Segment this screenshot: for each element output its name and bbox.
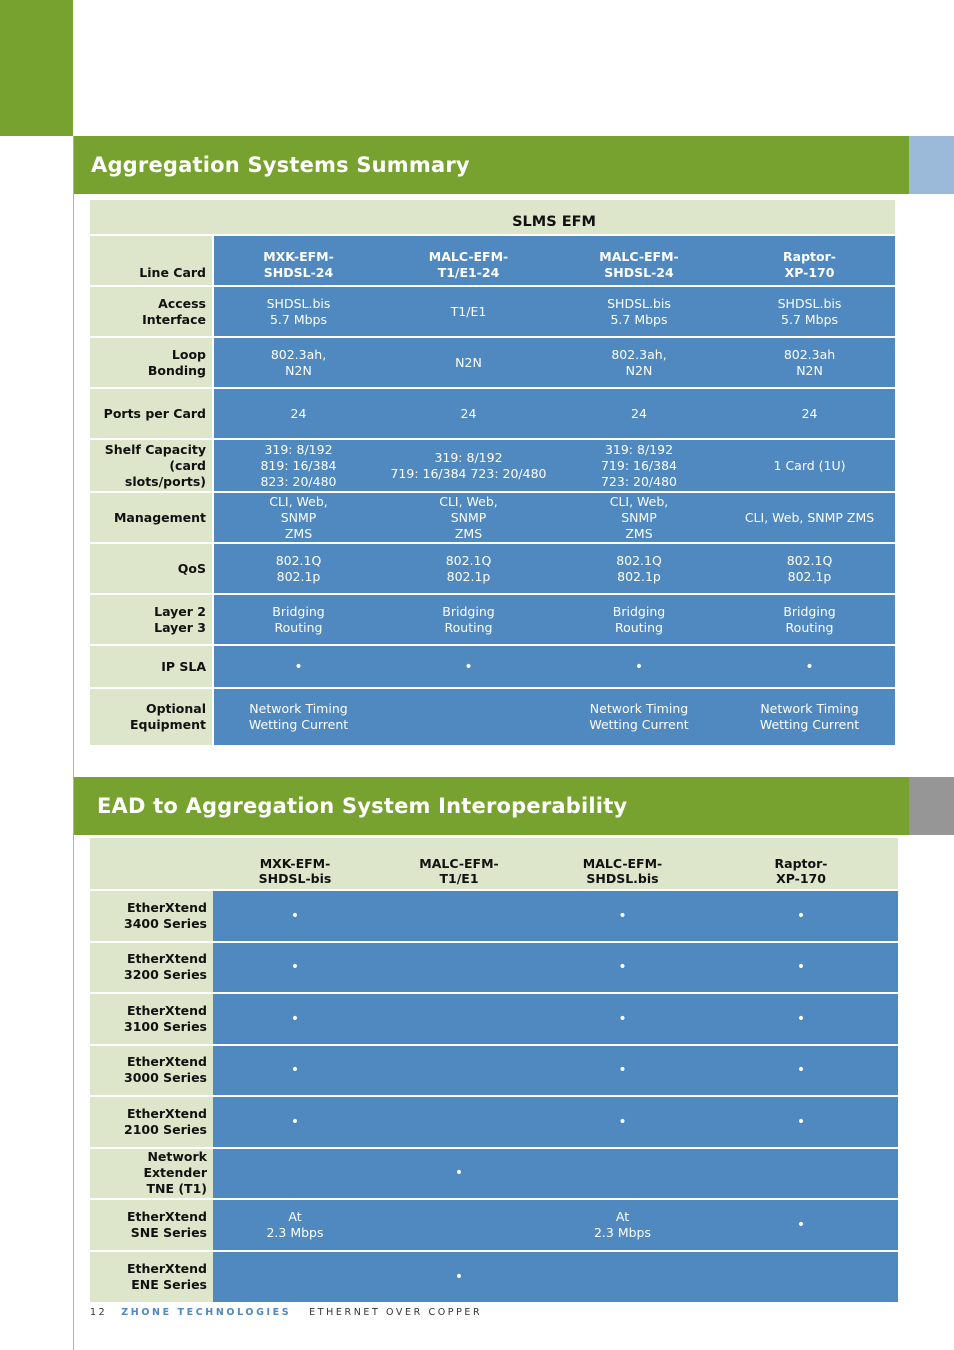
cell-line: SNMP [280,509,317,525]
cell-line: Loop [171,346,206,362]
row-label [90,1199,213,1251]
cell-line: 3200 Series [124,967,207,983]
row-label [90,1251,213,1303]
row-label [90,993,213,1045]
summary-row [90,645,895,688]
column-header [554,235,724,286]
bullet-icon: • [290,1010,300,1027]
table-cell [213,286,383,337]
row-label [90,1096,213,1148]
table-cell [213,1148,377,1200]
table-cell [213,1251,377,1303]
bullet-icon: • [796,907,806,924]
interop-row [90,1096,898,1148]
bullet-icon: • [290,907,300,924]
cell-line: T1/E1 [439,871,479,886]
bullet-icon: • [290,1062,300,1079]
summary-section-row [90,200,895,235]
cell-line: Optional [145,701,206,716]
row-label [90,890,213,942]
cell-line: 802.1p [617,568,661,584]
page-number: 12 [90,1307,108,1318]
cell-line: Wetting Current [248,717,349,732]
cell-line: Network Timing [249,701,348,716]
row-label [90,388,213,439]
cell-line: 319: 8/192 [604,441,674,457]
cell-line: SNMP [450,509,487,525]
cell-line: CLI, Web, SNMP ZMS [744,509,875,525]
summary-table [90,200,895,745]
cell-line: Line Card [139,265,206,280]
row-label [90,688,213,745]
row-label [90,492,213,543]
cell-line: Routing [274,619,323,635]
cell-line: Ports per Card [103,405,206,421]
table-cell [724,286,895,337]
cell-line: Layer 3 [154,619,206,635]
cell-line: Network Timing [760,701,859,716]
interop-tab-marker [909,777,954,835]
cell-line: 802.1p [787,568,832,584]
cell-line: Network Timing [589,701,689,716]
cell-line: 24 [801,405,818,421]
cell-line: 719: 16/384 [600,457,678,473]
table-cell [377,1251,541,1303]
cell-line: 802.3ah, [270,346,327,362]
cell-line: Routing [444,619,493,635]
cell-line: (card slots/ports) [124,457,206,489]
cell-line: EtherXtend [127,1054,207,1070]
row-label [90,543,213,594]
cell-line: ZMS [625,525,653,541]
cell-line: XP-170 [784,265,835,280]
table-cell [213,1199,377,1251]
cell-line: 5.7 Mbps [269,311,328,327]
table-cell [704,1251,898,1303]
bullet-icon: • [634,658,644,675]
interop-row [90,1148,898,1200]
column-header [383,235,554,286]
table-cell [724,388,895,439]
interop-table [90,838,898,1302]
table-cell [541,1096,704,1148]
row-label [90,286,213,337]
table-cell [541,1148,704,1200]
cell-line: Wetting Current [589,717,689,732]
bullet-icon: • [618,1113,627,1130]
table-cell [554,543,724,594]
column-header [704,838,898,890]
cell-line: Routing [615,619,663,635]
table-cell [213,337,383,388]
cell-line: EtherXtend [127,899,207,915]
bullet-icon: • [618,907,627,924]
bullet-icon: • [454,1165,464,1182]
cell-line: 24 [290,405,307,421]
table-cell [377,993,541,1045]
bullet-icon: • [290,959,300,976]
cell-line: 24 [631,405,647,421]
footer-subtitle: ETHERNET OVER COPPER [309,1307,483,1318]
cell-line: SNE Series [130,1224,207,1240]
cell-line: N2N [625,362,653,378]
cell-line: 1 Card (1U) [773,457,846,473]
cell-line: Raptor- [783,249,836,264]
summary-title: Aggregation Systems Summary [91,153,470,177]
table-cell [724,439,895,492]
bullet-icon: • [796,1216,806,1233]
table-cell [383,388,554,439]
row-label [90,337,213,388]
cell-line: 802.1Q [445,552,492,568]
bullet-icon: • [618,959,627,976]
table-cell [377,1148,541,1200]
cell-line: Interface [142,311,206,327]
cell-line: CLI, Web, [269,493,328,509]
cell-line: Bridging [783,603,836,619]
cell-line: SNMP [621,509,657,525]
table-cell [383,492,554,543]
table-cell [704,890,898,942]
row-label [90,594,213,645]
cell-line: T1/E1-24 [437,265,500,280]
cell-line: 2100 Series [124,1121,207,1137]
summary-row [90,439,895,492]
bullet-icon: • [796,1113,806,1130]
cell-line: Bridging [442,603,495,619]
summary-row [90,543,895,594]
table-cell [213,942,377,994]
cell-line: T1/E1 [450,303,487,319]
table-cell [704,1148,898,1200]
table-cell [541,1045,704,1097]
table-cell [554,688,724,745]
table-cell [724,688,895,745]
cell-line: Access [158,295,206,311]
table-cell [554,337,724,388]
cell-line: Bridging [272,603,325,619]
cell-line: Routing [785,619,834,635]
cell-line: Shelf Capacity [104,441,206,457]
cell-line: MALC-EFM- [428,249,509,264]
column-header [377,838,541,890]
interop-row [90,942,898,994]
table-cell [554,286,724,337]
cell-line: 319: 8/192 [264,441,333,457]
table-cell [213,1096,377,1148]
cell-line: 719: 16/384 723: 20/480 [390,465,547,481]
table-cell [383,645,554,688]
bullet-icon: • [796,959,806,976]
table-cell [724,594,895,645]
cell-line: At [288,1208,302,1224]
summary-banner [74,136,909,194]
cell-line: 802.1p [446,568,491,584]
summary-row [90,688,895,745]
bullet-icon: • [618,1062,627,1079]
table-cell [724,337,895,388]
table-cell [213,645,383,688]
summary-row [90,594,895,645]
cell-line: SHDSL.bis [586,871,659,886]
cell-line: Equipment [130,717,206,732]
table-cell [213,688,383,745]
cell-line: Network [147,1149,207,1165]
table-cell [554,439,724,492]
table-cell [383,688,554,745]
summary-row [90,337,895,388]
cell-line: MALC-EFM- [599,249,679,264]
interop-column-header-row [90,838,898,890]
table-cell [383,286,554,337]
table-cell [704,942,898,994]
cell-line: SHDSL-24 [263,265,334,280]
table-cell [541,942,704,994]
cell-line: SHDSL.bis [266,295,331,311]
column-header [213,838,377,890]
cell-line: 2.3 Mbps [266,1224,324,1240]
summary-row [90,286,895,337]
table-cell [704,993,898,1045]
table-cell [541,993,704,1045]
summary-row [90,388,895,439]
cell-line: 3000 Series [124,1070,207,1086]
table-cell [554,388,724,439]
bullet-icon: • [805,658,814,675]
cell-line: CLI, Web, [609,493,669,509]
cell-line: 802.3ah [783,346,836,362]
table-cell [377,942,541,994]
table-cell [213,1045,377,1097]
cell-line: 5.7 Mbps [781,311,839,327]
row-label [90,1148,213,1200]
cell-line: QoS [177,560,206,576]
cell-line: 802.1p [276,568,321,584]
cell-line: N2N [796,362,823,378]
table-cell [704,1199,898,1251]
table-cell [213,890,377,942]
cell-line: 3400 Series [124,915,207,931]
cell-line: ZMS [284,525,313,541]
table-cell [541,1251,704,1303]
table-cell [724,543,895,594]
summary-section-label: SLMS EFM [213,200,895,235]
cell-line: XP-170 [776,871,826,886]
cell-line: 5.7 Mbps [610,311,668,327]
cell-line: ZMS [454,525,483,541]
cell-line: 24 [460,405,477,421]
row-label [90,235,213,286]
cell-line: Bridging [612,603,666,619]
cell-line: Extender [143,1165,207,1181]
cell-line: EtherXtend [127,1105,207,1121]
interop-banner [74,777,909,835]
cell-line: ENE Series [131,1276,207,1292]
cell-line: EtherXtend [127,951,207,967]
cell-line: MALC-EFM- [582,856,663,871]
cell-line: Layer 2 [154,603,206,619]
table-cell [377,1199,541,1251]
page-footer [90,1307,482,1318]
cell-line: 823: 20/480 [260,473,337,489]
cell-line: 319: 8/192 [434,449,503,465]
row-label [90,439,213,492]
cell-line: SHDSL-24 [604,265,674,280]
cell-line: 802.1Q [786,552,833,568]
cell-line: TNE (T1) [146,1181,207,1197]
interop-row [90,890,898,942]
table-cell [554,492,724,543]
cell-line: N2N [455,354,482,370]
side-rule [73,136,74,1350]
table-cell [704,1045,898,1097]
bullet-icon: • [618,1010,627,1027]
table-cell [554,645,724,688]
cell-line: Management [113,509,206,525]
interop-row [90,1251,898,1303]
cell-line: N2N [285,362,312,378]
table-cell [377,1096,541,1148]
cell-line: Bonding [147,362,206,378]
cell-line: SHDSL.bis [777,295,842,311]
cell-line: IP SLA [161,658,206,674]
table-cell [213,439,383,492]
cell-line: 2.3 Mbps [593,1224,652,1240]
bullet-icon: • [454,1268,464,1285]
cell-line: CLI, Web, [439,493,498,509]
bullet-icon: • [796,1010,806,1027]
table-cell [213,492,383,543]
table-cell [383,594,554,645]
column-header [213,235,383,286]
summary-row [90,492,895,543]
interop-row [90,1199,898,1251]
cell-line: 819: 16/384 [260,457,337,473]
cell-line: EtherXtend [127,1260,207,1276]
table-cell [377,1045,541,1097]
table-cell [541,890,704,942]
column-header [541,838,704,890]
interop-row [90,993,898,1045]
table-cell [724,492,895,543]
cell-line: EtherXtend [127,1002,207,1018]
column-header [724,235,895,286]
bullet-icon: • [796,1062,806,1079]
row-label [90,942,213,994]
cell-line: MXK-EFM- [263,249,334,264]
table-cell [383,337,554,388]
cell-line: Raptor- [774,856,828,871]
table-cell [704,1096,898,1148]
bullet-icon: • [294,658,303,675]
bullet-icon: • [290,1113,300,1130]
table-cell [213,388,383,439]
interop-row [90,1045,898,1097]
table-cell [554,594,724,645]
table-cell [213,543,383,594]
cell-line: 723: 20/480 [600,473,678,489]
row-label [90,645,213,688]
table-cell [724,645,895,688]
cell-line: SHDSL.bis [607,295,671,311]
summary-corner-cell [90,200,213,235]
cell-line: 3100 Series [124,1018,207,1034]
summary-tab-marker [909,136,954,194]
cell-line: 802.3ah, [611,346,667,362]
cell-line: At [615,1208,630,1224]
row-label [90,1045,213,1097]
cell-line: SHDSL-bis [258,871,332,886]
table-cell [213,993,377,1045]
summary-column-header-row [90,235,895,286]
cell-line: MXK-EFM- [259,856,331,871]
table-cell [541,1199,704,1251]
cell-line: Wetting Current [759,717,860,732]
cell-line: 802.1Q [616,552,662,568]
table-cell [383,439,554,492]
table-cell [383,543,554,594]
footer-brand: ZHONE TECHNOLOGIES [121,1307,292,1318]
cell-line: EtherXtend [127,1208,207,1224]
cell-line: 802.1Q [275,552,322,568]
bullet-icon: • [464,658,473,675]
table-cell [377,890,541,942]
side-color-block [0,0,73,136]
cell-line: MALC-EFM- [419,856,499,871]
interop-title: EAD to Aggregation System Interoperability [97,794,628,818]
interop-corner-cell [90,838,213,890]
table-cell [213,594,383,645]
